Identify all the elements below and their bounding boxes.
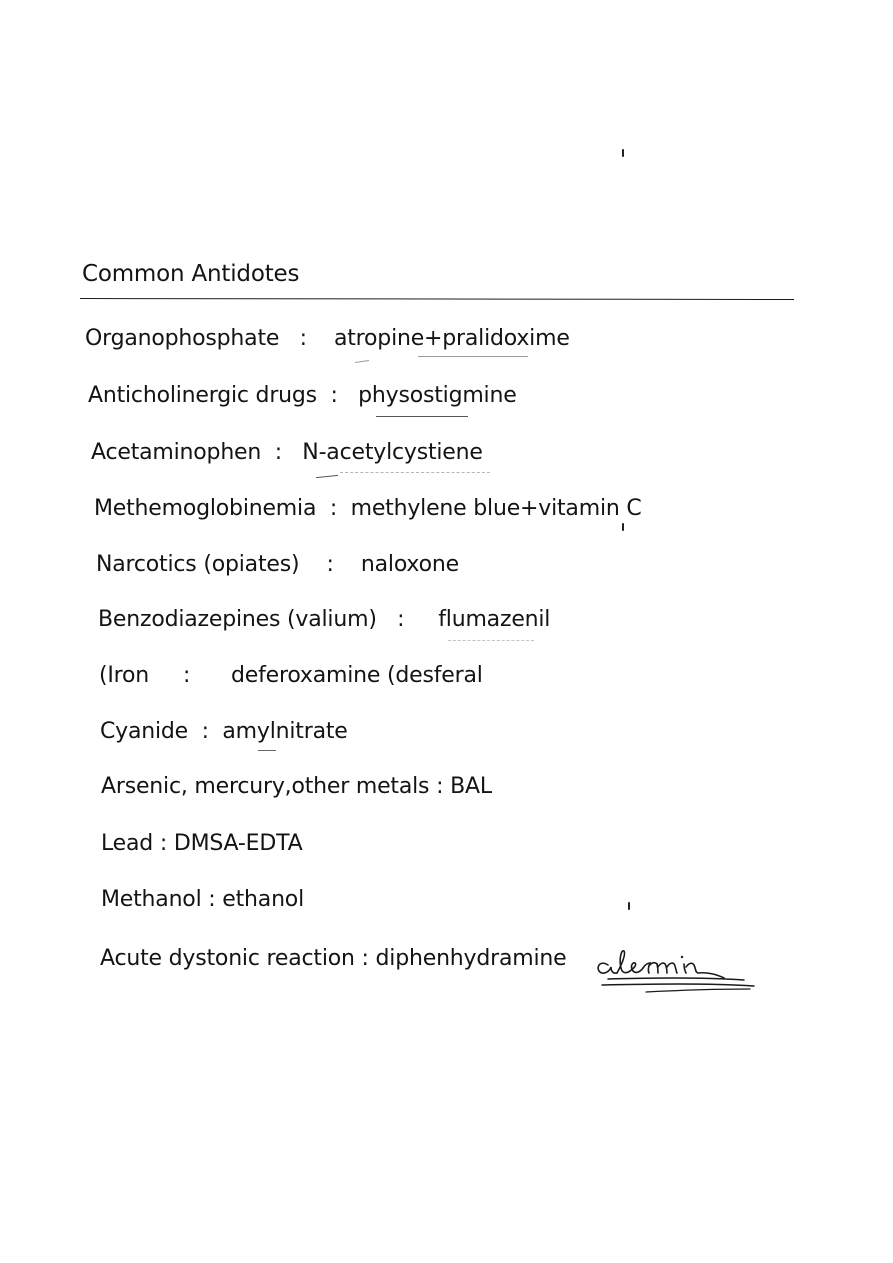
antidote-item-dystonic: Acute dystonic reaction : diphenhydramine: [100, 946, 567, 971]
scan-speck: [622, 149, 624, 157]
antidote-item-lead: Lead : DMSA-EDTA: [101, 831, 303, 856]
pencil-underline: [258, 750, 276, 751]
antidote-item-acetaminophen: Acetaminophen : N-acetylcystiene: [91, 440, 483, 465]
antidote-item-organophosphate: Organophosphate : atropine+pralidoxime: [85, 326, 570, 351]
pencil-underline: [355, 360, 369, 363]
antidote-item-cyanide: Cyanide : amylnitrate: [100, 719, 348, 744]
title-underline: [80, 298, 794, 300]
antidote-item-narcotics: Narcotics (opiates) : naloxone: [96, 552, 459, 577]
antidote-item-methemoglobinemia: Methemoglobinemia : methylene blue+vitamin C: [94, 496, 642, 521]
scan-speck: [622, 523, 624, 531]
antidote-item-arsenic: Arsenic, mercury,other metals : BAL: [101, 774, 492, 799]
pencil-underline: [340, 472, 490, 473]
pencil-underline: [316, 475, 338, 478]
scan-speck: [628, 902, 630, 910]
handwritten-note-alermin: [594, 944, 760, 1000]
pencil-underline: [376, 416, 468, 417]
antidote-item-anticholinergic: Anticholinergic drugs : physostigmine: [88, 383, 517, 408]
antidote-item-iron: (Iron : deferoxamine (desferal: [99, 663, 483, 688]
page-title: Common Antidotes: [82, 261, 300, 287]
antidote-item-methanol: Methanol : ethanol: [101, 887, 304, 912]
antidote-item-benzodiazepines: Benzodiazepines (valium) : flumazenil: [98, 607, 551, 632]
pencil-underline: [448, 640, 534, 641]
pencil-underline: [418, 356, 528, 357]
